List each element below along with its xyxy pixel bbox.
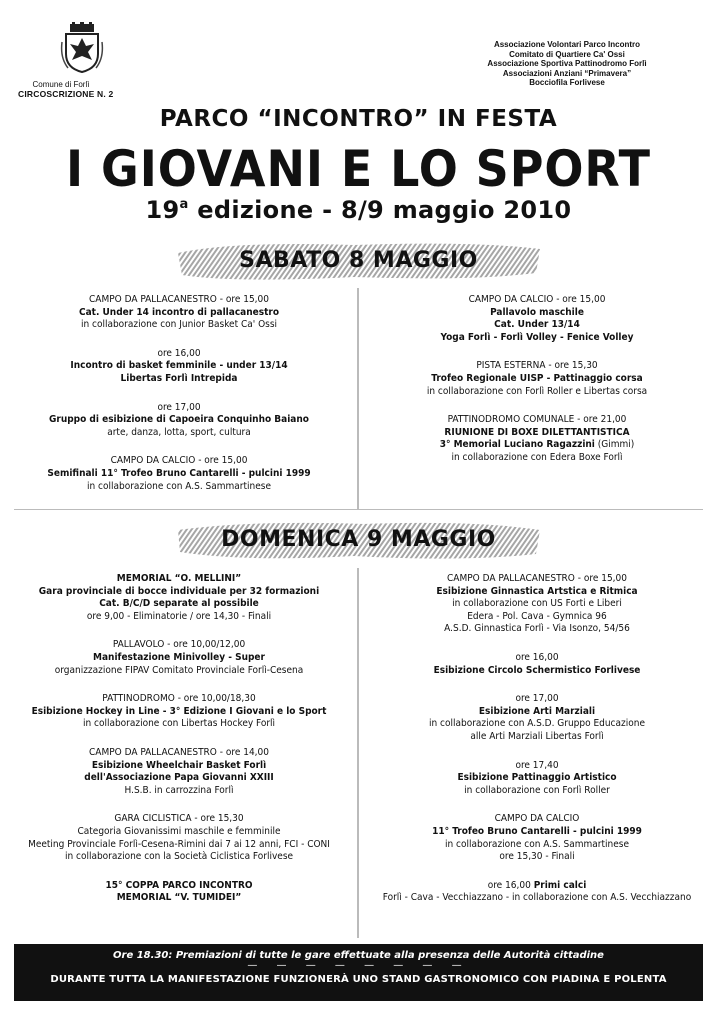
comune-text: Comune di Forlì — [32, 80, 90, 89]
event-note: A.S.D. Ginnastica Forlì - Via Isonzo, 54/56 — [444, 623, 630, 635]
event-title: Pallavolo maschile — [490, 306, 584, 318]
event-block — [14, 693, 344, 731]
event-title: Libertas Forlì Intrepida — [120, 372, 238, 384]
event-title: Manifestazione Minivolley - Super — [93, 651, 265, 663]
circoscrizione-text: CIRCOSCRIZIONE N. 2 — [18, 89, 114, 99]
event-place: PISTA ESTERNA - ore 15,30 — [476, 360, 598, 372]
event-title: Esibizione Arti Marziali — [478, 705, 596, 717]
event-note: in collaborazione con Forlì Roller e Libertas corsa — [426, 385, 648, 397]
event-title: MEMORIAL “O. MELLINI” — [116, 573, 242, 584]
event-block — [372, 294, 702, 344]
edition-number: 19 — [145, 196, 180, 224]
organizer: Bocciofila Forlivese — [529, 78, 605, 87]
event-place: PALLAVOLO - ore 10,00/12,00 — [112, 639, 246, 651]
event-title: Cat. Under 13/14 — [494, 319, 580, 331]
event-title: Incontro di basket femminile - under 13/14 — [70, 360, 288, 372]
event-note: arte, danza, lotta, sport, cultura — [107, 426, 251, 438]
event-note: in collaborazione con A.S.D. Gruppo Educazione — [428, 718, 645, 730]
event-place: CAMPO DA CALCIO - ore 15,00 — [468, 294, 606, 305]
event-note: in collaborazione con A.S. Sammartinese — [87, 480, 271, 492]
event-title: Gara provinciale di bocce individuale per 32 formazioni — [38, 585, 320, 597]
event-time: ore 16,00 — [487, 879, 531, 891]
event-note: Edera - Pol. Cava - Gymnica 96 — [467, 610, 607, 622]
sunday-label: DOMENICA 9 MAGGIO — [221, 527, 496, 552]
event-block — [372, 573, 702, 636]
event-time: ore 17,40 — [515, 759, 559, 771]
column-divider — [357, 288, 359, 510]
saturday-right-column — [372, 294, 702, 481]
footer-banner — [14, 944, 703, 1001]
event-title: Esibizione Pattinaggio Artistico — [457, 772, 617, 784]
awards-line: Ore 18.30: Premiazioni di tutte le gare effettuate alla presenza delle Autorità cittadine — [113, 950, 604, 961]
edition-dates: edizione - 8/9 maggio 2010 — [188, 196, 572, 224]
food-stand-line: DURANTE TUTTA LA MANIFESTAZIONE FUNZIONERÀ UNO STAND GASTRONOMICO CON PIADINA E POLENTA — [50, 974, 667, 985]
event-title: RIUNIONE DI BOXE DILETTANTISTICA — [444, 426, 630, 438]
event-title: Cat. Under 14 incontro di pallacanestro — [78, 306, 280, 318]
event-place: GARA CICLISTICA - ore 15,30 — [114, 813, 244, 825]
event-title: Esibizione Hockey in Line - 3° Edizione I Giovani e lo Sport — [31, 705, 327, 717]
event-note: in collaborazione con la Società Ciclistica Forlivese — [64, 851, 294, 863]
event-block — [14, 573, 344, 623]
section-divider — [14, 509, 703, 510]
event-note: Meeting Provinciale Forlì-Cesena-Rimini dai 7 ai 12 anni, FCI - CONI — [28, 838, 330, 850]
event-block — [14, 294, 344, 332]
event-title: Yoga Forlì - Forlì Volley - Fenice Volley — [440, 331, 634, 343]
event-title: 15° COPPA PARCO INCONTRO — [105, 879, 253, 891]
event-title: Gruppo di esibizione di Capoeira Conquinho Baiano — [49, 414, 309, 426]
sunday-banner — [0, 518, 717, 562]
event-place: PATTINODROMO - ore 10,00/18,30 — [102, 693, 256, 705]
event-time: ore 9,00 - Eliminatorie / ore 14,30 - Finali — [86, 610, 272, 622]
saturday-label: SABATO 8 MAGGIO — [239, 248, 478, 273]
event-place: CAMPO DA CALCIO - ore 15,00 — [110, 455, 248, 467]
event-note: in collaborazione con Edera Boxe Forlì — [451, 451, 623, 463]
event-block — [372, 760, 702, 798]
column-divider — [357, 568, 359, 938]
event-block — [14, 348, 344, 386]
event-title: MEMORIAL “V. TUMIDEI” — [116, 892, 242, 904]
municipality-label — [18, 80, 148, 99]
event-title: 11° Trofeo Bruno Cantarelli - pulcini 1999 — [432, 825, 642, 837]
coat-of-arms-icon — [52, 22, 112, 86]
event-note: in collaborazione con Libertas Hockey Forlì — [82, 718, 276, 730]
event-title: Primi calci — [533, 879, 587, 891]
organizer: Associazione Sportiva Pattinodromo Forlì — [487, 59, 647, 68]
event-title: 3° Memorial Luciano Ragazzini — [439, 439, 595, 451]
event-place: CAMPO DA PALLACANESTRO - ore 15,00 — [89, 294, 269, 305]
event-title: Cat. B/C/D separate al possibile — [99, 598, 259, 610]
organizer: Associazioni Anziani “Primavera” — [502, 68, 632, 78]
event-time: ore 16,00 — [515, 651, 559, 663]
organizer: Comitato di Quartiere Ca' Ossi — [509, 49, 625, 59]
event-time: ore 15,30 - Finali — [499, 851, 575, 863]
event-title-line — [372, 880, 702, 893]
event-block — [14, 455, 344, 493]
dash-divider: — — — — — — — — — [247, 960, 470, 971]
event-note: H.S.B. in carrozzina Forlì — [124, 784, 234, 796]
event-title: dell'Associazione Papa Giovanni XXIII — [84, 772, 274, 784]
event-title: Trofeo Regionale UISP - Pattinaggio corsa — [431, 372, 643, 384]
event-place: CAMPO DA PALLACANESTRO - ore 15,00 — [447, 573, 627, 584]
saturday-left-column — [14, 294, 344, 509]
event-title-line — [372, 439, 702, 452]
edition-superscript: a — [179, 197, 189, 212]
event-title: I GIOVANI E LO SPORT — [66, 140, 651, 198]
event-place: PATTINODROMO COMUNALE - ore 21,00 — [447, 414, 627, 426]
event-block — [14, 402, 344, 440]
event-note: alle Arti Marziali Libertas Forlì — [470, 730, 604, 742]
event-place: CAMPO DA CALCIO — [494, 813, 580, 825]
event-note: Categoria Giovanissimi maschile e femminile — [77, 825, 281, 837]
event-title: Esibizione Wheelchair Basket Forlì — [91, 759, 267, 771]
event-note: organizzazione FIPAV Comitato Provinciale Forlì-Cesena — [54, 664, 304, 676]
event-title: Esibizione Circolo Schermistico Forlivese — [433, 664, 641, 676]
event-block — [372, 360, 702, 398]
event-time: ore 17,00 — [515, 693, 559, 705]
organizer: Associazione Volontari Parco Incontro — [493, 40, 641, 49]
event-block — [14, 880, 344, 905]
event-note: in collaborazione con Forlì Roller — [464, 784, 610, 796]
event-block — [14, 747, 344, 797]
sunday-right-column — [372, 573, 702, 921]
event-note: in collaborazione con A.S. Sammartinese — [445, 838, 629, 850]
event-place: CAMPO DA PALLACANESTRO - ore 14,00 — [89, 746, 269, 758]
event-title: Semifinali 11° Trofeo Bruno Cantarelli - pulcini 1999 — [47, 467, 311, 479]
event-note: Forlì - Cava - Vecchiazzano - in collaborazione con A.S. Vecchiazzano — [382, 892, 692, 904]
event-block — [372, 813, 702, 863]
event-title: Esibizione Ginnastica Artstica e Ritmica — [436, 585, 638, 597]
event-time: ore 16,00 — [157, 347, 201, 359]
event-heading: PARCO “INCONTRO” IN FESTA — [159, 106, 558, 132]
event-nickname: (Gimmi) — [597, 439, 635, 451]
saturday-banner — [0, 239, 717, 283]
event-block — [14, 813, 344, 863]
edition-line — [0, 196, 717, 224]
event-note: in collaborazione con US Forti e Liberi — [452, 598, 622, 610]
organizers-list — [457, 40, 677, 88]
event-block — [372, 652, 702, 677]
event-block — [14, 639, 344, 677]
event-block — [372, 414, 702, 464]
sunday-left-column — [14, 573, 344, 921]
event-note: in collaborazione con Junior Basket Ca' Ossi — [80, 319, 278, 331]
event-block — [372, 693, 702, 743]
event-time: ore 17,00 — [157, 401, 201, 413]
event-block — [372, 880, 702, 905]
